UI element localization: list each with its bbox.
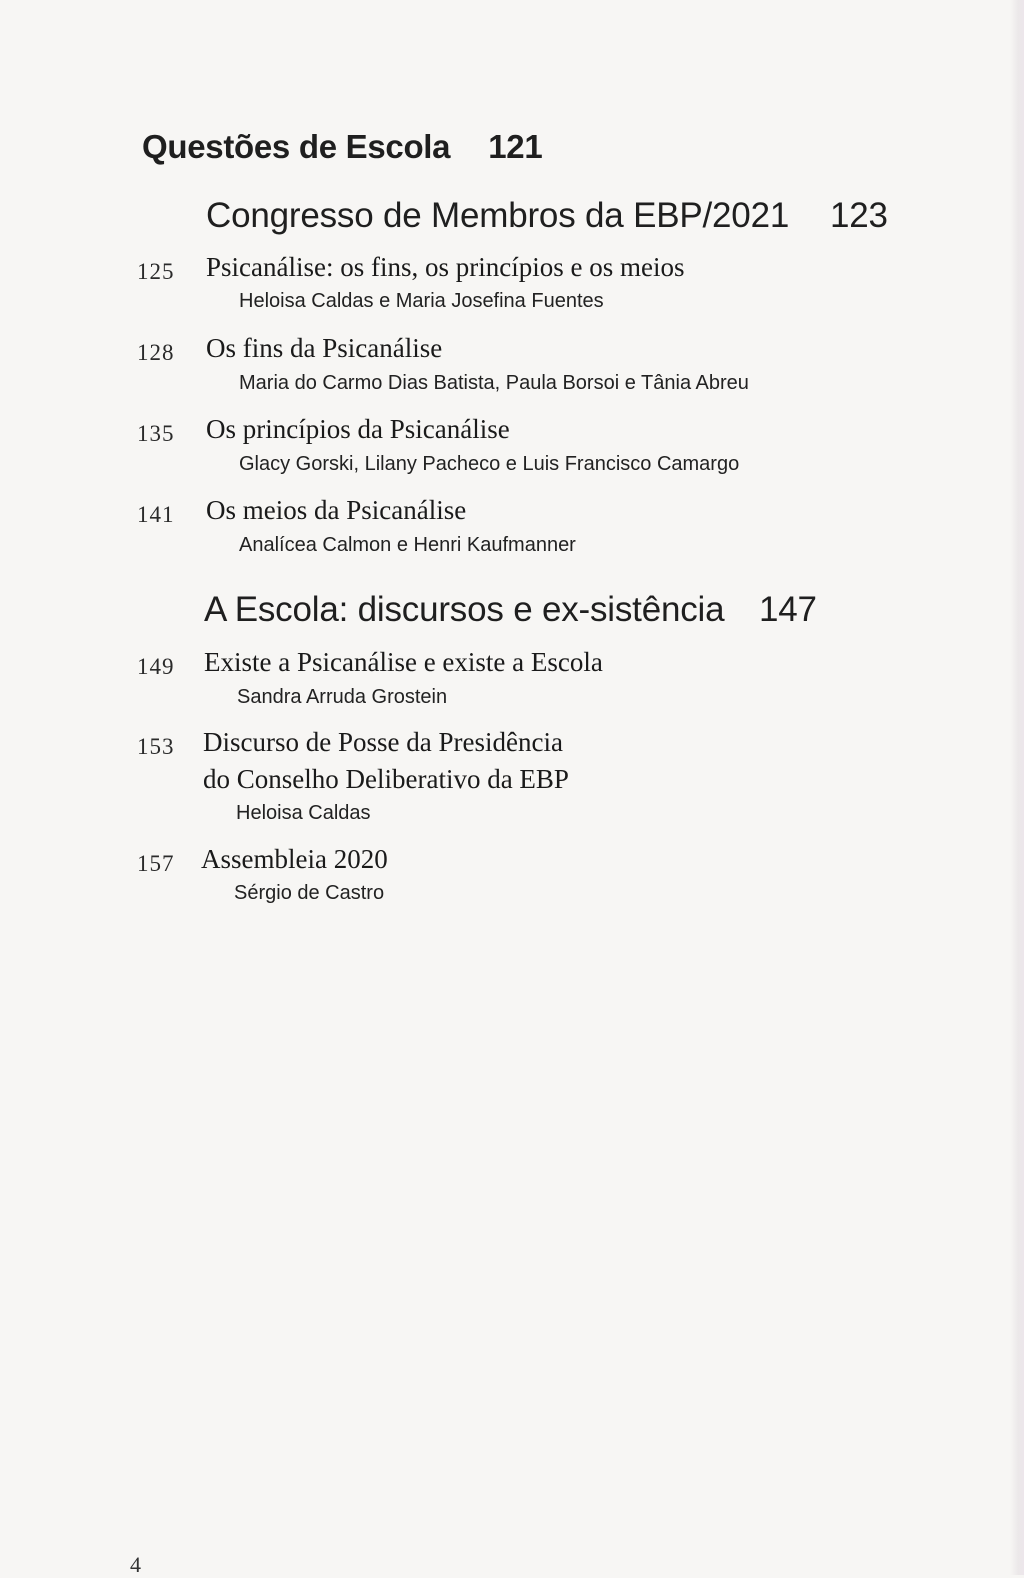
entry-title: Assembleia 2020: [201, 844, 388, 874]
entry-page-number: 141: [137, 502, 175, 527]
page-edge-shadow: [1010, 0, 1024, 1575]
entry-page-number: 157: [137, 851, 175, 876]
subsection-page-number: 147: [759, 590, 817, 629]
entry-title: Os fins da Psicanálise: [206, 333, 443, 363]
section-page-number: 121: [488, 128, 543, 165]
entry-page-number: 125: [137, 259, 175, 284]
entry-authors: Maria do Carmo Dias Batista, Paula Borsoi e Tânia Abreu: [239, 372, 749, 394]
entry-page-number: 128: [137, 340, 175, 365]
entry-page-number: 149: [137, 654, 175, 679]
folio-page-number: 4: [130, 1552, 141, 1577]
entry-authors: Glacy Gorski, Lilany Pacheco e Luis Francisco Camargo: [239, 453, 740, 475]
entry-authors: Heloisa Caldas e Maria Josefina Fuentes: [239, 290, 604, 312]
entry-page-number: 153: [137, 734, 175, 759]
entry-authors: Analícea Calmon e Henri Kaufmanner: [239, 534, 576, 556]
entry-authors: Sandra Arruda Grostein: [237, 686, 448, 708]
entry-title-line: Discurso de Posse da Presidência: [203, 727, 563, 757]
entry-authors: Heloisa Caldas: [236, 802, 371, 824]
subsection-title: A Escola: discursos e ex-sistência: [204, 590, 725, 629]
subsection-heading: [206, 196, 888, 236]
subsection-title: Congresso de Membros da EBP/2021: [206, 196, 790, 235]
subsection-page-number: 123: [830, 196, 888, 235]
section-title: Questões de Escola: [142, 128, 451, 165]
entry-authors: Sérgio de Castro: [234, 882, 385, 904]
subsection-heading: [204, 590, 817, 630]
entry-title: Existe a Psicanálise e existe a Escola: [204, 647, 603, 677]
entry-page-number: 135: [137, 421, 175, 446]
section-heading: [142, 128, 542, 166]
entry-title: Psicanálise: os fins, os princípios e os meios: [206, 252, 685, 282]
entry-title: Os princípios da Psicanálise: [206, 414, 510, 444]
entry-title: Os meios da Psicanálise: [206, 495, 467, 525]
entry-title-line: do Conselho Deliberativo da EBP: [203, 764, 569, 794]
